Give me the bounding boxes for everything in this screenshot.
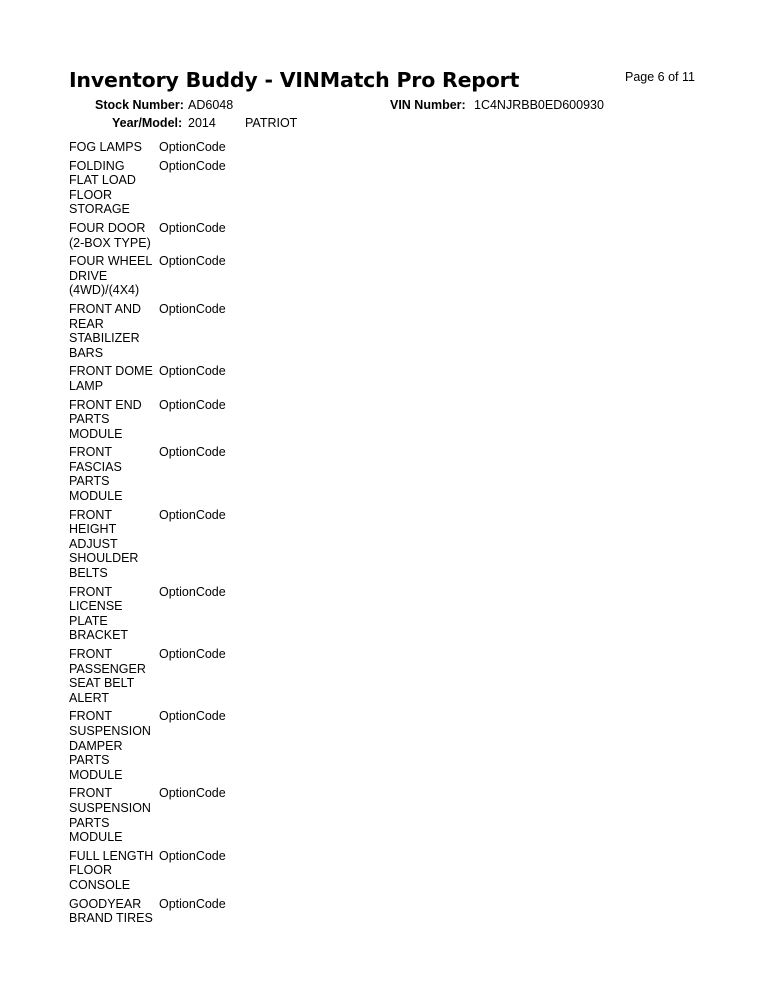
option-code: OptionCode [159,584,226,599]
option-row [69,221,309,250]
option-name: FRONT HEIGHT ADJUST SHOULDER BELTS [69,507,139,581]
year-model-label: Year/Model: [112,116,183,130]
option-code: OptionCode [159,140,226,154]
report-title: Inventory Buddy - VINMatch Pro Report [69,68,520,92]
option-name: FOG LAMPS [69,140,142,154]
option-name: FRONT SUSPENSION DAMPER PARTS MODULE [69,709,151,782]
option-name: FOUR WHEEL DRIVE (4WD)/(4X4) [69,254,153,298]
option-name: FRONT END PARTS MODULE [69,397,142,441]
option-row [69,254,309,298]
option-row [69,709,309,782]
model-value: PATRIOT [245,116,298,130]
option-name: FOUR DOOR (2-BOX TYPE) [69,220,151,250]
option-row [69,445,309,503]
option-name: FRONT AND REAR STABILIZER BARS [69,301,141,360]
option-name: FRONT PASSENGER SEAT BELT ALERT [69,647,146,705]
stock-number-label: Stock Number: [95,98,184,112]
year-value: 2014 [188,116,216,130]
option-row [69,159,309,217]
option-code: OptionCode [159,709,226,724]
option-list [69,140,309,930]
vin-number-label: VIN Number: [390,98,466,112]
option-code: OptionCode [159,220,226,235]
option-name: FRONT SUSPENSION PARTS MODULE [69,786,151,845]
option-row [69,140,309,155]
option-code: OptionCode [159,786,226,801]
option-row [69,398,309,442]
option-row [69,302,309,360]
option-row [69,786,309,844]
option-row [69,897,309,926]
option-row [69,364,309,393]
option-row [69,849,309,893]
page-number: Page 6 of 11 [625,70,695,84]
option-name: FRONT FASCIAS PARTS MODULE [69,445,123,504]
vin-number-value: 1C4NJRBB0ED600930 [474,98,604,112]
option-code: OptionCode [159,507,226,522]
option-code: OptionCode [159,896,226,911]
option-name: FRONT DOME LAMP [69,364,153,393]
option-name: FRONT LICENSE PLATE BRACKET [69,584,129,643]
option-code: OptionCode [159,848,226,863]
option-code: OptionCode [159,254,226,269]
option-name: GOODYEAR BRAND TIRES [69,896,153,926]
stock-number-value: AD6048 [188,98,234,112]
option-row [69,585,309,643]
option-code: OptionCode [159,158,226,173]
option-name: FULL LENGTH FLOOR CONSOLE [69,848,154,892]
option-code: OptionCode [159,364,226,379]
option-code: OptionCode [159,647,226,661]
option-code: OptionCode [159,397,226,412]
option-code: OptionCode [159,301,226,316]
option-code: OptionCode [159,445,226,460]
option-row [69,508,309,581]
option-name: FOLDING FLAT LOAD FLOOR STORAGE [69,158,136,217]
option-row [69,647,309,705]
